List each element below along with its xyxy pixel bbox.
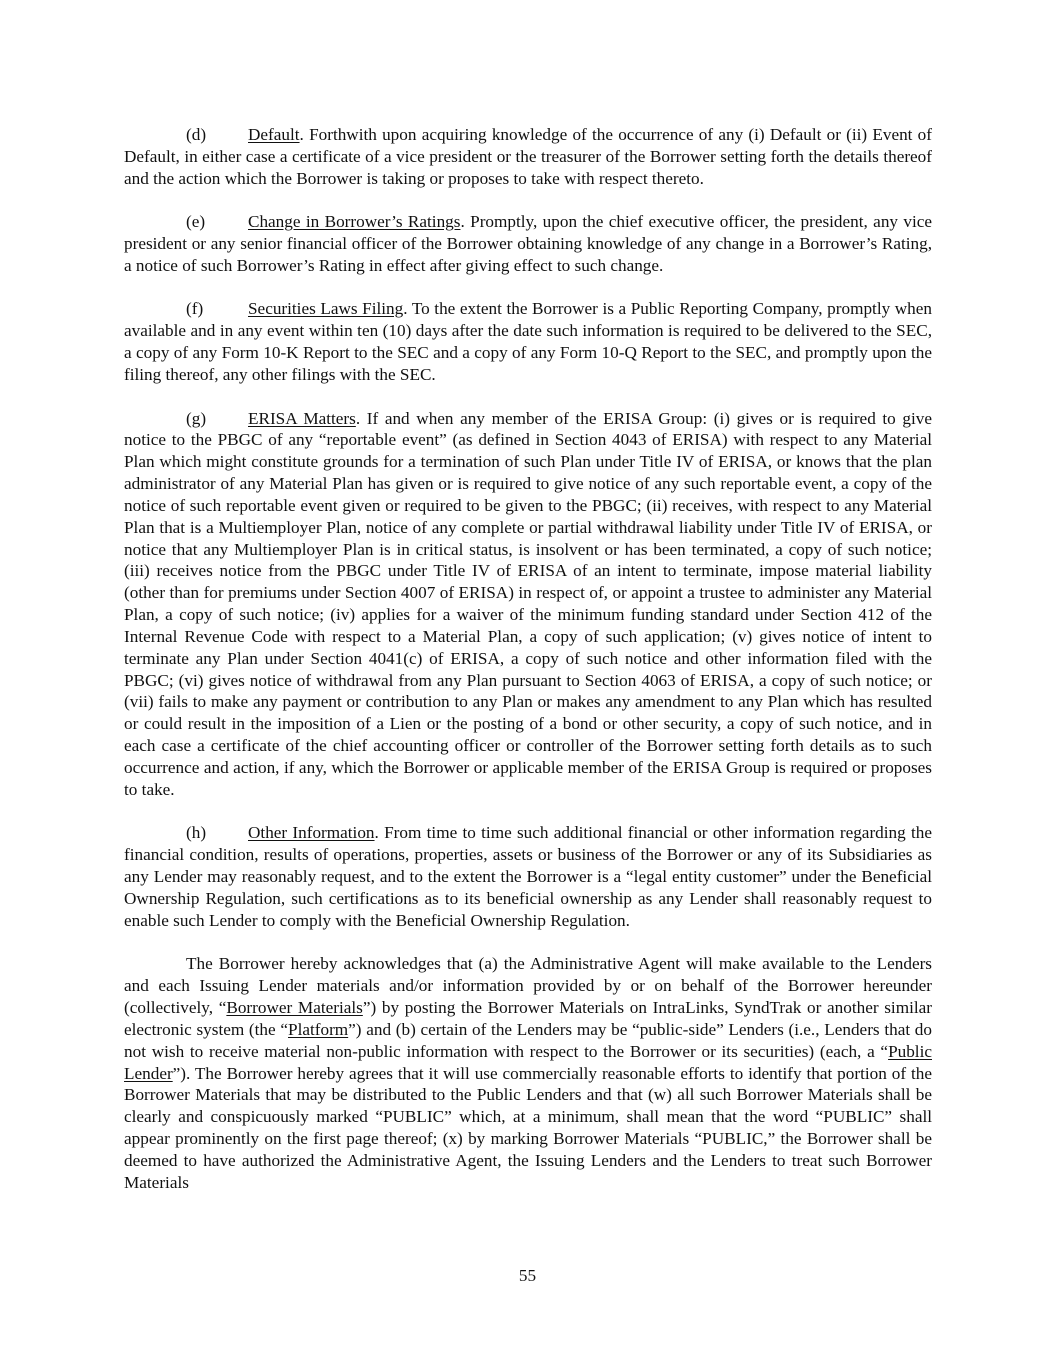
paragraph-heading: Change in Borrower’s Ratings (248, 212, 461, 232)
paragraph-text: The Borrower hereby acknowledges that (a) the Administrative Agent will make available to the Lenders and each Issuing Lender materials and/or information provided by or on behalf of the Borrower hereunder (collectively, “ (124, 954, 932, 1017)
paragraph-body: . If and when any member of the ERISA Group: (i) gives or is required to give notice to the PBGC of any “reportable event” (as defined in Section 4043 of ERISA) with respect to any Material Plan which might constitute grounds for a termination of such Plan under Title IV of ERISA, or knows that the plan administrator of any Material Plan has given or is required to give notice of any such reportable event, a copy of the notice of such reportable event given or required to be given to the PBGC; (ii) receives, with respect to any Material Plan that is a Multiemployer Plan, notice of any complete or partial withdrawal liability under Title IV of ERISA, or notice that any Multiemployer Plan is in critical status, is insolvent or has been terminated, a copy of such notice; (iii) receives notice from the PBGC under Title IV of ERISA of an intent to terminate, impose material liability (other than for premiums under Section 4007 of ERISA) in respect of, or appoint a trustee to administer any Material Plan, a copy of such notice; (iv) applies for a waiver of the minimum funding standard under Section 412 of the Internal Revenue Code with respect to a Material Plan, a copy of such application; (v) gives notice of intent to terminate any Plan under Section 4041(c) of ERISA, a copy of such notice and other information filed with the PBGC; (vi) gives notice of withdrawal from any Plan pursuant to Section 4063 of ERISA, a copy of such notice; or (vii) fails to make any payment or contribution to any Plan or makes any amendment to any Plan which has resulted or could result in the imposition of a Lien or the posting of a bond or other security, a copy of such notice, and in each case a certificate of the chief accounting officer or controller of the Borrower setting forth details as to such occurrence and action, if any, which the Borrower or applicable member of the ERISA Group is required or proposes to take. (124, 408, 932, 799)
paragraph-body: . Forthwith upon acquiring knowledge of the occurrence of any (i) Default or (ii) Event of Default, in either case a certificate of a vice president or the treasurer of the Borrower setting forth the details thereof and the action which the Borrower is taking or proposes to take with respect thereto. (124, 125, 932, 188)
paragraph-d-default (124, 124, 932, 190)
paragraph-heading: ERISA Matters (248, 408, 356, 428)
defined-term: Borrower Materials (226, 997, 363, 1017)
paragraph-g-erisa (124, 408, 932, 801)
paragraph-number: (e) (186, 212, 206, 232)
paragraph-number: (f) (186, 299, 204, 319)
document-page (124, 124, 932, 1215)
paragraph-text: ”) by posting the Borrower Materials on IntraLinks, SyndTrak or another similar electronic system (the “ (124, 997, 932, 1039)
paragraph-number: (g) (186, 408, 207, 428)
paragraph-heading: Securities Laws Filing (248, 299, 404, 319)
paragraph-borrower-materials (124, 953, 932, 1193)
paragraph-body: . Promptly, upon the chief executive officer, the president, any vice president or any senior financial officer of the Borrower obtaining knowledge of any change in a Borrower’s Rating, a notice of such Borrower’s Rating in effect after giving effect to such change. (124, 212, 932, 275)
paragraph-f-securities (124, 298, 932, 385)
paragraph-heading: Default (248, 125, 300, 144)
paragraph-text: ”). The Borrower hereby agrees that it will use commercially reasonable efforts to identify that portion of the Borrower Materials that may be distributed to the Public Lenders and that (w) all such Borrower Materials shall be clearly and conspicuously marked “PUBLIC” which, at a minimum, shall mean that the word “PUBLIC” shall appear prominently on the first page thereof; (x) by marking Borrower Materials “PUBLIC,” the Borrower shall be deemed to have authorized the Administrative Agent, the Issuing Lenders and the Lenders to treat such Borrower Materials (124, 1063, 932, 1192)
paragraph-number: (d) (186, 125, 207, 144)
paragraph-body: . From time to time such additional financial or other information regarding the financial condition, results of operations, properties, assets or business of the Borrower or any of its Subsidiaries as any Lender may reasonably request, and to the extent the Borrower is a “legal entity customer” under the Beneficial Ownership Regulation, such certifications as to its beneficial ownership as any Lender shall reasonably request to enable such Lender to comply with the Beneficial Ownership Regulation. (124, 823, 933, 930)
paragraph-e-ratings (124, 211, 932, 277)
paragraph-number: (h) (186, 823, 207, 843)
defined-term: Public Lender (124, 1041, 932, 1083)
paragraph-h-other-information (124, 822, 932, 931)
paragraph-heading: Other Information (248, 823, 375, 843)
page-number: 55 (518, 1266, 537, 1285)
defined-term: Platform (288, 1019, 349, 1039)
paragraph-body: . To the extent the Borrower is a Public Reporting Company, promptly when available and in any event within ten (10) days after the date such information is required to be delivered to the SEC, a copy of any Form 10-K Report to the SEC and a copy of any Form 10-Q Report to the SEC, and promptly upon the filing thereof, any other filings with the SEC. (124, 299, 932, 384)
paragraph-text: ”) and (b) certain of the Lenders may be “public-side” Lenders (i.e., Lenders that do not wish to receive material non-public information with respect to the Borrower or its securities) (each, a “ (124, 1019, 932, 1061)
